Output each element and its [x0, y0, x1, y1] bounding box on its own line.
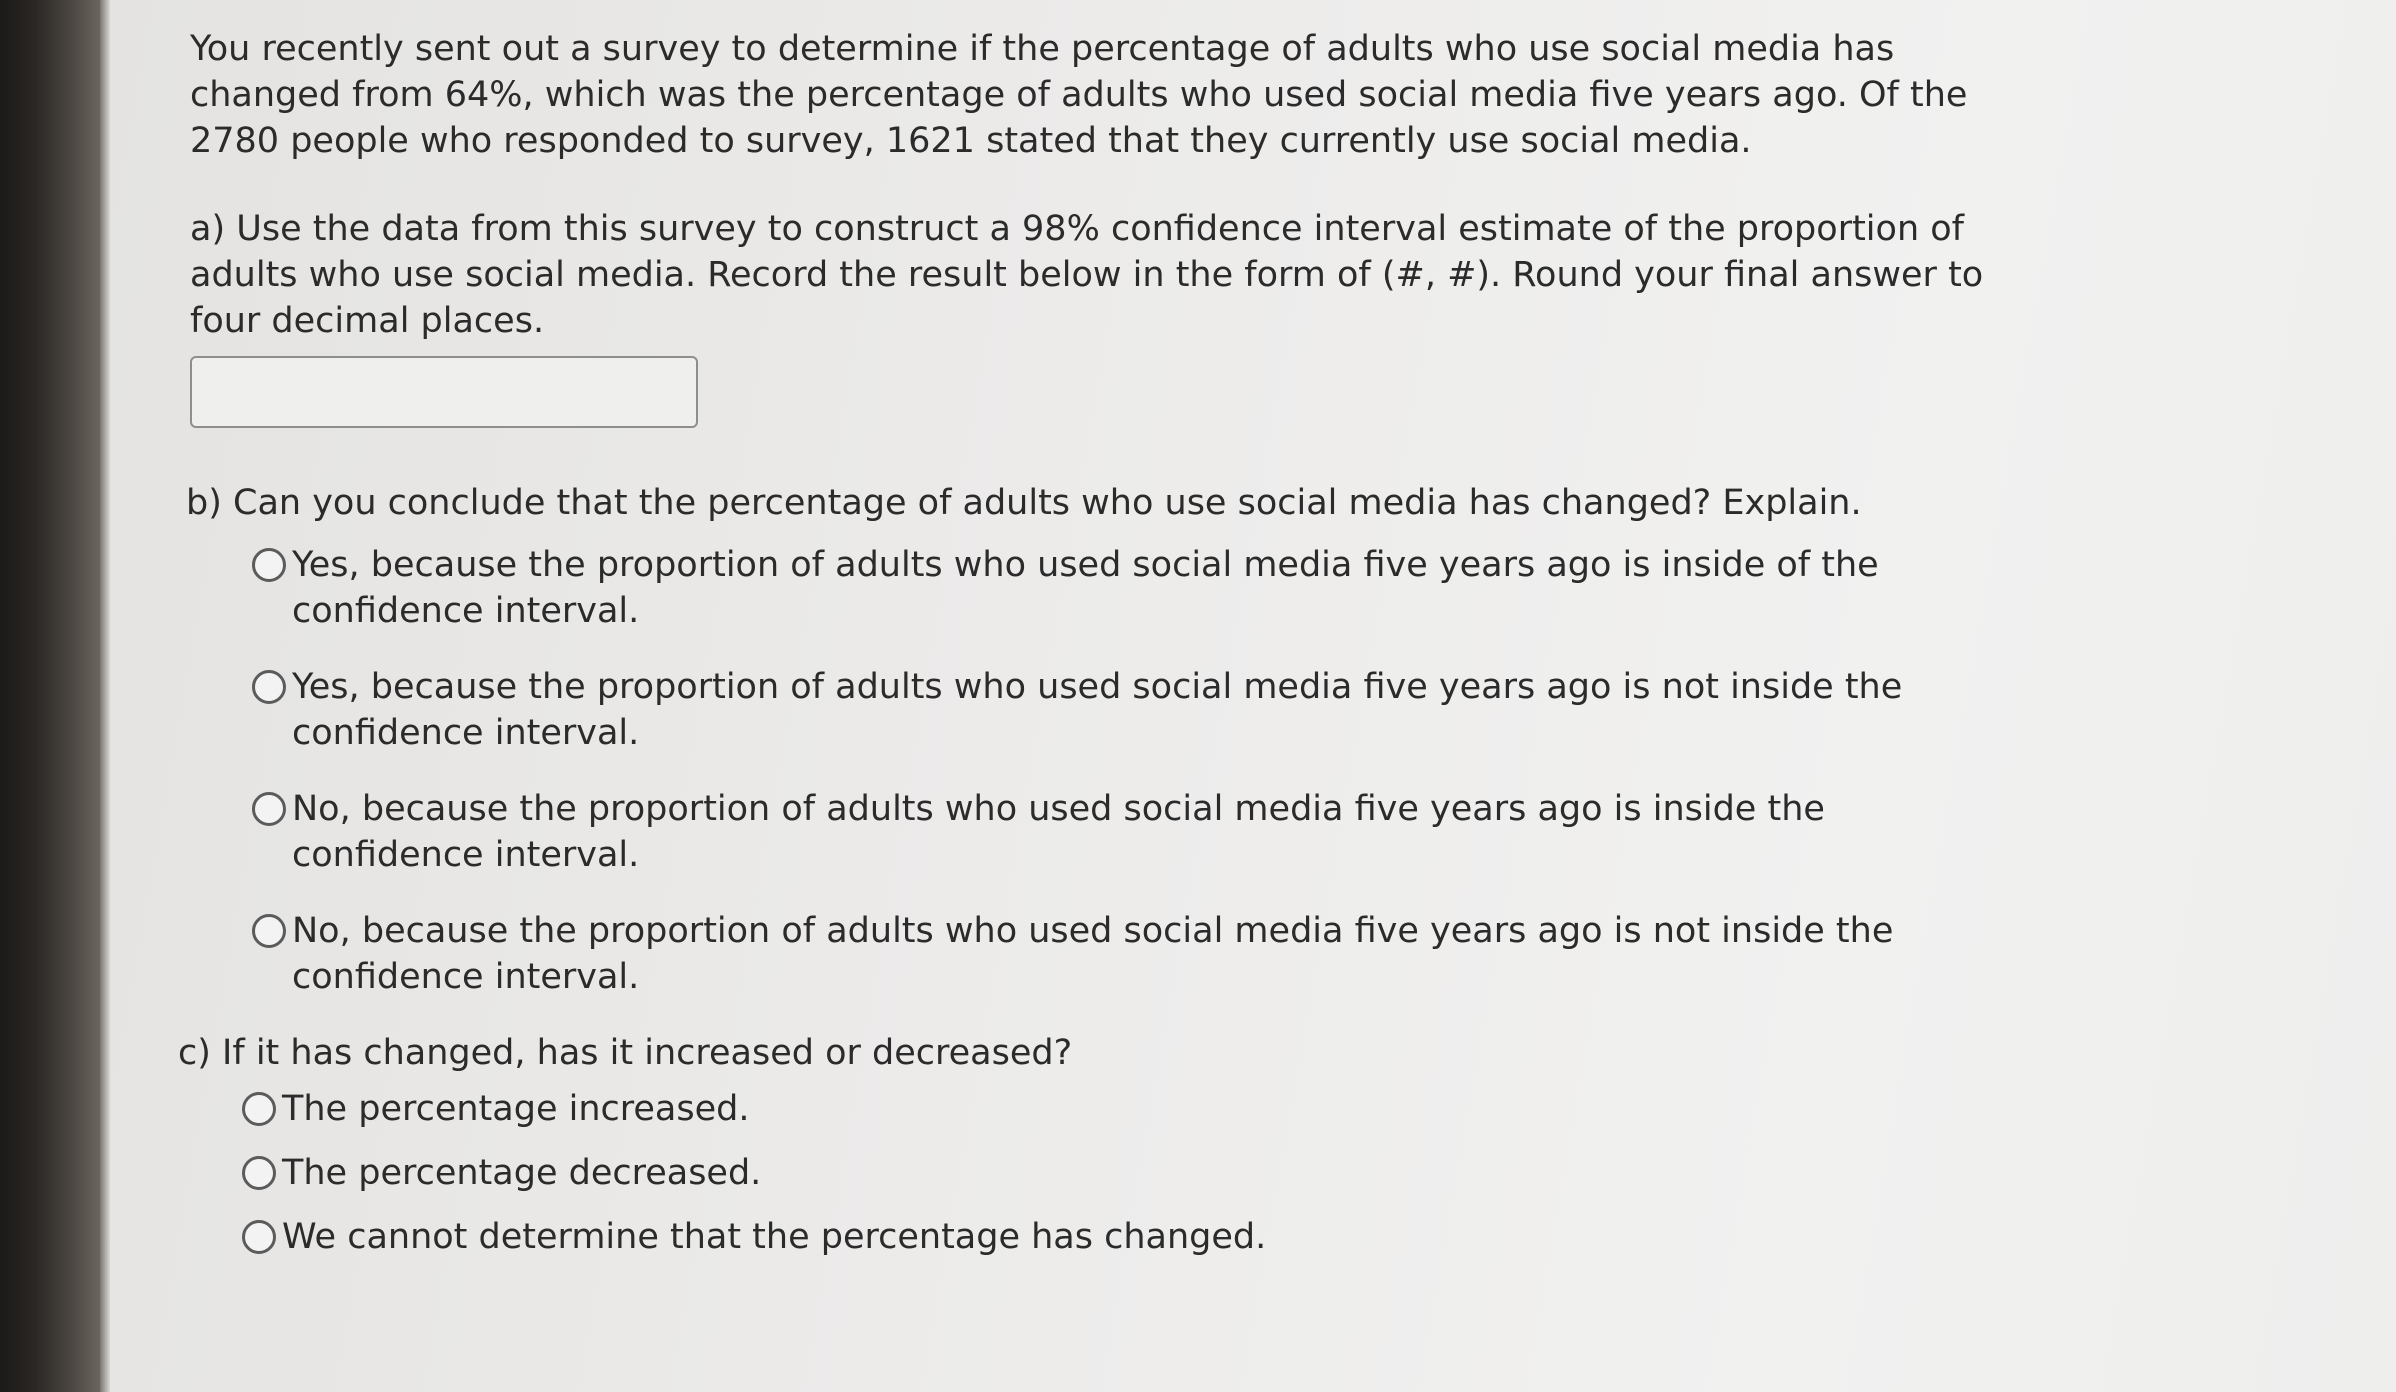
part-c-option-3[interactable]	[242, 1214, 1962, 1260]
device-bezel	[0, 0, 100, 1392]
part-a	[190, 206, 2030, 428]
option-label: No, because the proportion of adults who used social media five years ago is inside the confidence interval.	[292, 789, 1825, 875]
part-c-options	[242, 1086, 2030, 1260]
radio-button[interactable]	[252, 792, 286, 826]
device-bezel-edge	[100, 0, 110, 1392]
option-label: The percentage increased.	[282, 1089, 750, 1129]
radio-button[interactable]	[242, 1220, 276, 1254]
part-b-option-3[interactable]	[252, 786, 1972, 878]
option-label: We cannot determine that the percentage has changed.	[282, 1217, 1267, 1257]
part-c-option-2[interactable]	[242, 1150, 1962, 1196]
part-c-text: If it has changed, has it increased or decreased?	[222, 1033, 1073, 1073]
radio-button[interactable]	[242, 1156, 276, 1190]
option-label: No, because the proportion of adults who used social media five years ago is not inside the confidence interval.	[292, 911, 1894, 997]
radio-button[interactable]	[252, 914, 286, 948]
part-c-label: c)	[178, 1033, 211, 1073]
option-label: Yes, because the proportion of adults who used social media five years ago is inside of the confidence interval.	[292, 545, 1879, 631]
part-b-options	[252, 542, 2030, 1000]
option-label: Yes, because the proportion of adults who used social media five years ago is not inside the confidence interval.	[292, 667, 1903, 753]
part-b-text: Can you conclude that the percentage of adults who use social media has changed? Explain.	[233, 483, 1862, 523]
radio-button[interactable]	[242, 1092, 276, 1126]
question-intro: You recently sent out a survey to determine if the percentage of adults who use social media has changed from 64%, which was the percentage of adults who used social media five years ago. Of the 2780 people who responded to survey, 1621 stated that they currently use social media.	[190, 29, 1968, 161]
part-a-text: Use the data from this survey to construct a 98% confidence interval estimate of the proportion of adults who use social media. Record the result below in the form of (#, #). Round your final answer to four decimal places.	[190, 209, 1984, 341]
option-label: The percentage decreased.	[282, 1153, 762, 1193]
part-c-option-1[interactable]	[242, 1086, 1962, 1132]
question-content	[178, 26, 2030, 1278]
confidence-interval-input[interactable]	[190, 356, 698, 428]
part-c	[178, 1030, 2030, 1260]
radio-button[interactable]	[252, 670, 286, 704]
part-a-label: a)	[190, 209, 226, 249]
part-b-label: b)	[186, 483, 222, 523]
radio-button[interactable]	[252, 548, 286, 582]
part-b-option-1[interactable]	[252, 542, 1972, 634]
part-b-option-2[interactable]	[252, 664, 1972, 756]
part-b	[186, 480, 2030, 1000]
part-b-option-4[interactable]	[252, 908, 1972, 1000]
